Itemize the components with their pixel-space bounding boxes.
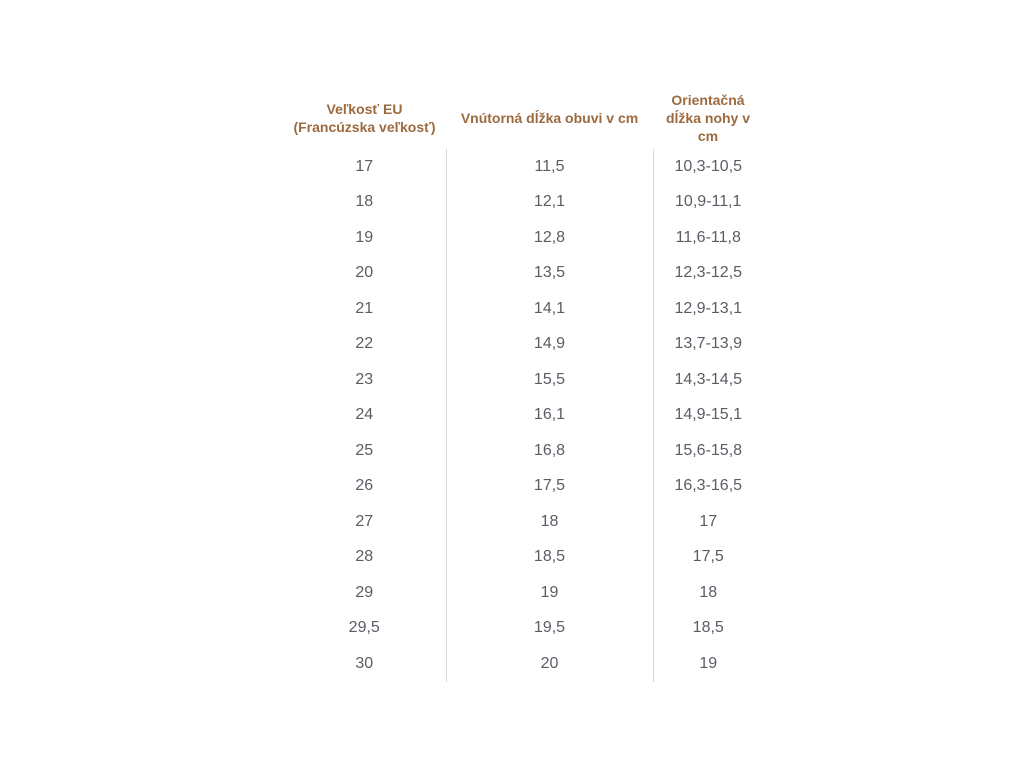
- table-row: [283, 362, 763, 398]
- cell-inner-length: 11,5: [446, 149, 653, 185]
- table-row: [283, 256, 763, 292]
- table-row: [283, 327, 763, 363]
- header-foot-length: Orientačná dĺžka nohy v cm: [665, 92, 751, 144]
- cell-eu-size: 27: [283, 504, 446, 540]
- cell-foot-length: 12,9-13,1: [674, 299, 743, 317]
- cell-eu-size: 25: [283, 433, 446, 469]
- cell-inner-length: 14,1: [446, 291, 653, 327]
- cell-eu-size: 29: [283, 575, 446, 611]
- cell-eu-size: 22: [283, 327, 446, 363]
- table-row: [283, 149, 763, 185]
- cell-foot-length: 19: [699, 654, 718, 672]
- cell-eu-size: 20: [283, 256, 446, 292]
- table-row: [283, 398, 763, 434]
- cell-inner-length: 19,5: [446, 611, 653, 647]
- cell-inner-length: 12,1: [446, 185, 653, 221]
- cell-inner-length: 20: [446, 646, 653, 682]
- cell-eu-size: 23: [283, 362, 446, 398]
- cell-inner-length: 19: [446, 575, 653, 611]
- table-row: [283, 220, 763, 256]
- cell-foot-length: 17: [699, 512, 718, 530]
- header-inner-length: Vnútorná dĺžka obuvi v cm: [460, 110, 639, 126]
- cell-foot-length: 18,5: [692, 619, 724, 637]
- cell-eu-size: 21: [283, 291, 446, 327]
- cell-inner-length: 16,1: [446, 398, 653, 434]
- cell-inner-length: 17,5: [446, 469, 653, 505]
- header-row: [283, 87, 763, 149]
- table-row: [283, 469, 763, 505]
- cell-inner-length: 18: [446, 504, 653, 540]
- cell-eu-size: 17: [283, 149, 446, 185]
- table-row: [283, 575, 763, 611]
- cell-foot-length: 10,3-10,5: [674, 157, 743, 175]
- cell-foot-length: 18: [699, 583, 718, 601]
- cell-eu-size: 26: [283, 469, 446, 505]
- cell-foot-length: 11,6-11,8: [675, 228, 741, 246]
- cell-eu-size: 18: [283, 185, 446, 221]
- cell-eu-size: 30: [283, 646, 446, 682]
- size-chart: [283, 87, 763, 682]
- cell-inner-length: 16,8: [446, 433, 653, 469]
- cell-foot-length: 12,3-12,5: [674, 264, 743, 282]
- cell-eu-size: 29,5: [283, 611, 446, 647]
- cell-inner-length: 12,8: [446, 220, 653, 256]
- cell-inner-length: 14,9: [446, 327, 653, 363]
- table-row: [283, 291, 763, 327]
- cell-foot-length: 14,3-14,5: [674, 370, 743, 388]
- cell-inner-length: 13,5: [446, 256, 653, 292]
- cell-foot-length: 15,6-15,8: [674, 441, 743, 459]
- cell-eu-size: 19: [283, 220, 446, 256]
- table-row: [283, 433, 763, 469]
- header-eu-size: Veľkosť EU (Francúzska veľkosť): [293, 101, 436, 135]
- table-body: [283, 149, 763, 682]
- size-table: [283, 87, 763, 682]
- cell-foot-length: 17,5: [692, 548, 724, 566]
- cell-inner-length: 15,5: [446, 362, 653, 398]
- cell-foot-length: 14,9-15,1: [674, 406, 743, 424]
- table-header: [283, 87, 763, 149]
- cell-inner-length: 18,5: [446, 540, 653, 576]
- cell-eu-size: 28: [283, 540, 446, 576]
- table-row: [283, 504, 763, 540]
- table-row: [283, 185, 763, 221]
- cell-foot-length: 10,9-11,1: [675, 193, 742, 211]
- table-row: [283, 540, 763, 576]
- cell-foot-length: 16,3-16,5: [674, 477, 743, 495]
- cell-eu-size: 24: [283, 398, 446, 434]
- table-row: [283, 646, 763, 682]
- cell-foot-length: 13,7-13,9: [674, 335, 743, 353]
- table-row: [283, 611, 763, 647]
